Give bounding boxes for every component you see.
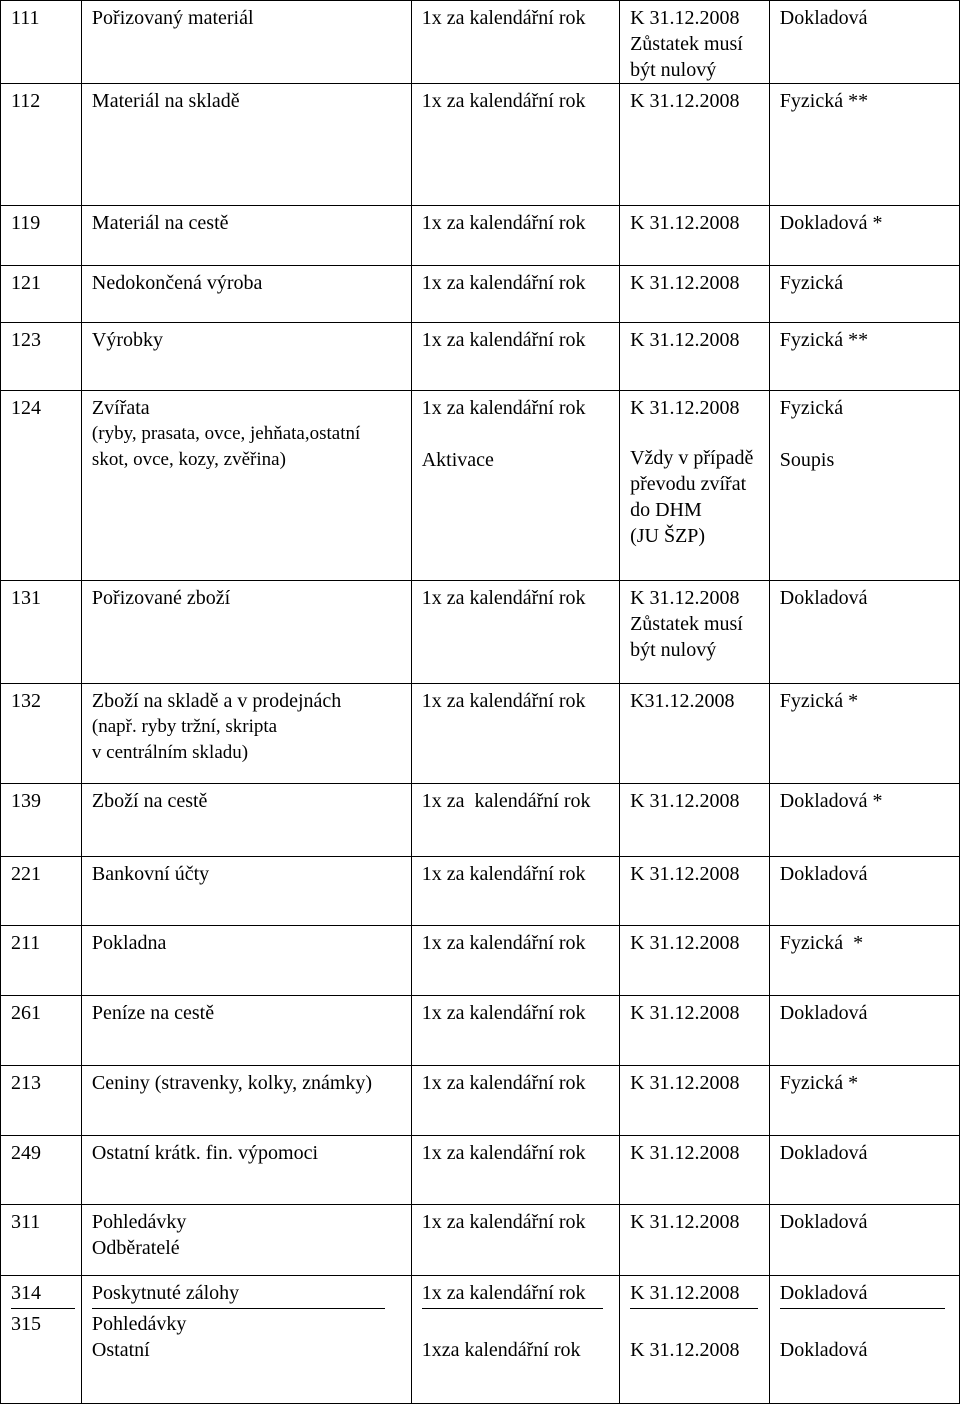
inventory-type: Fyzická **	[769, 323, 959, 391]
table-row	[1, 1136, 960, 1205]
account-name: Peníze na cestě	[81, 996, 411, 1066]
inventory-date: K 31.12.2008	[620, 1205, 770, 1276]
inventory-type: Dokladová	[769, 857, 959, 926]
table-row	[1, 1066, 960, 1136]
table-row	[1, 857, 960, 926]
frequency	[411, 391, 619, 581]
name-detail: skot, ovce, kozy, zvěřina)	[91, 449, 286, 470]
date-note: Zůstatek musí	[630, 33, 743, 55]
type-bottom: Dokladová	[779, 1339, 868, 1361]
table-row	[1, 391, 960, 581]
account-name	[81, 684, 411, 784]
inventory-date: K 31.12.2008	[620, 1066, 770, 1136]
inventory-type: Dokladová	[769, 1136, 959, 1205]
divider	[11, 1308, 75, 1309]
table-row	[1, 581, 960, 684]
table-row	[1, 926, 960, 996]
table-row	[1, 84, 960, 206]
frequency: 1x za kalendářní rok	[411, 996, 619, 1066]
name-main: Zvířata	[91, 397, 150, 419]
inventory-type: Dokladová	[769, 1205, 959, 1276]
inventory-date	[620, 581, 770, 684]
account-code: 211	[1, 926, 82, 996]
frequency: 1x za kalendářní rok	[411, 1136, 619, 1205]
account-name	[81, 1276, 411, 1404]
frequency: 1x za kalendářní rok	[411, 266, 619, 323]
account-code: 112	[1, 84, 82, 206]
date-value: K 31.12.2008	[630, 587, 740, 609]
table-row	[1, 206, 960, 266]
frequency: 1x za kalendářní rok	[411, 1066, 619, 1136]
divider	[422, 1308, 604, 1309]
table-row	[1, 1205, 960, 1276]
type-value: Fyzická	[779, 397, 844, 419]
inventory-date	[620, 391, 770, 581]
date-note: (JU ŠZP)	[630, 525, 706, 547]
account-name: Pořizovaný materiál	[81, 1, 411, 84]
inventory-date: K 31.12.2008	[620, 84, 770, 206]
inventory-type: Dokladová	[769, 581, 959, 684]
inventory-type: Dokladová	[769, 1, 959, 84]
table-row	[1, 323, 960, 391]
frequency-value: 1x za kalendářní rok	[421, 397, 586, 419]
account-code: 261	[1, 996, 82, 1066]
name-detail: (ryby, prasata, ovce, jehňata,ostatní	[91, 423, 361, 444]
table-row-split	[1, 1276, 960, 1404]
frequency: 1x za kalendářní rok	[411, 1, 619, 84]
frequency-extra: Aktivace	[421, 449, 494, 471]
date-note: převodu zvířat	[630, 473, 747, 495]
inventory-date: K 31.12.2008	[620, 323, 770, 391]
account-code: 121	[1, 266, 82, 323]
name-main: Zboží na skladě a v prodejnách	[91, 690, 342, 712]
date-note: být nulový	[630, 59, 717, 81]
divider	[630, 1308, 758, 1309]
table-row	[1, 996, 960, 1066]
account-name: Ostatní krátk. fin. výpomoci	[81, 1136, 411, 1205]
inventory-date: K 31.12.2008	[620, 1136, 770, 1205]
table-row	[1, 684, 960, 784]
frequency: 1x za kalendářní rok	[411, 784, 619, 857]
inventory-date: K 31.12.2008	[620, 206, 770, 266]
date-value: K 31.12.2008	[630, 7, 740, 29]
freq-top: 1x za kalendářní rok	[421, 1282, 586, 1304]
date-bottom: K 31.12.2008	[630, 1339, 740, 1361]
account-name: Zboží na cestě	[81, 784, 411, 857]
account-name: Materiál na skladě	[81, 84, 411, 206]
account-name	[81, 1205, 411, 1276]
account-name: Ceniny (stravenky, kolky, známky)	[81, 1066, 411, 1136]
account-code: 249	[1, 1136, 82, 1205]
date-note: Zůstatek musí	[630, 613, 743, 635]
account-code: 213	[1, 1066, 82, 1136]
account-code: 311	[1, 1205, 82, 1276]
inventory-date: K 31.12.2008	[620, 784, 770, 857]
account-code: 139	[1, 784, 82, 857]
account-code: 123	[1, 323, 82, 391]
inventory-type: Fyzická	[769, 266, 959, 323]
account-code: 124	[1, 391, 82, 581]
inventory-type	[769, 1276, 959, 1404]
name-detail: (např. ryby tržní, skripta	[91, 716, 278, 737]
inventory-type	[769, 391, 959, 581]
account-code: 131	[1, 581, 82, 684]
account-code: 132	[1, 684, 82, 784]
name-bottom: Pohledávky	[91, 1313, 187, 1335]
code-bottom: 315	[11, 1313, 41, 1335]
frequency: 1x za kalendářní rok	[411, 857, 619, 926]
account-name: Materiál na cestě	[81, 206, 411, 266]
type-top: Dokladová	[779, 1282, 868, 1304]
divider	[92, 1308, 385, 1309]
inventory-date: K 31.12.2008	[620, 926, 770, 996]
account-name	[81, 391, 411, 581]
inventory-type: Fyzická *	[769, 926, 959, 996]
inventory-type: Fyzická *	[769, 1066, 959, 1136]
account-code: 111	[1, 1, 82, 84]
table-row	[1, 784, 960, 857]
frequency: 1x za kalendářní rok	[411, 1205, 619, 1276]
frequency: 1x za kalendářní rok	[411, 684, 619, 784]
inventory-date: K 31.12.2008	[620, 996, 770, 1066]
inventory-type: Dokladová *	[769, 784, 959, 857]
frequency: 1x za kalendářní rok	[411, 581, 619, 684]
frequency: 1x za kalendářní rok	[411, 323, 619, 391]
table-row	[1, 1, 960, 84]
date-value: K 31.12.2008	[630, 397, 740, 419]
inventory-type: Dokladová	[769, 996, 959, 1066]
inventory-type: Fyzická *	[769, 684, 959, 784]
inventory-type: Fyzická **	[769, 84, 959, 206]
code-top: 314	[11, 1282, 41, 1304]
inventory-date: K 31.12.2008	[620, 857, 770, 926]
name-bottom-detail: Ostatní	[91, 1339, 150, 1361]
account-code	[1, 1276, 82, 1404]
date-top: K 31.12.2008	[630, 1282, 740, 1304]
account-name: Pořizované zboží	[81, 581, 411, 684]
account-name: Pokladna	[81, 926, 411, 996]
date-note: být nulový	[630, 639, 717, 661]
name-detail: Odběratelé	[91, 1237, 180, 1259]
divider	[780, 1308, 945, 1309]
name-detail: v centrálním skladu)	[91, 742, 249, 763]
name-main: Pohledávky	[91, 1211, 187, 1233]
account-name: Bankovní účty	[81, 857, 411, 926]
inventory-date: K 31.12.2008	[620, 266, 770, 323]
date-note: Vždy v případě	[630, 447, 754, 469]
account-code: 119	[1, 206, 82, 266]
inventory-date: K31.12.2008	[620, 684, 770, 784]
name-top: Poskytnuté zálohy	[91, 1282, 240, 1304]
frequency	[411, 1276, 619, 1404]
inventory-date	[620, 1, 770, 84]
freq-bottom: 1xza kalendářní rok	[421, 1339, 581, 1361]
inventory-date	[620, 1276, 770, 1404]
account-code: 221	[1, 857, 82, 926]
date-note: do DHM	[630, 499, 702, 521]
frequency: 1x za kalendářní rok	[411, 206, 619, 266]
table-row	[1, 266, 960, 323]
type-extra: Soupis	[779, 449, 835, 471]
frequency: 1x za kalendářní rok	[411, 84, 619, 206]
frequency: 1x za kalendářní rok	[411, 926, 619, 996]
account-name: Výrobky	[81, 323, 411, 391]
account-name: Nedokončená výroba	[81, 266, 411, 323]
inventory-type: Dokladová *	[769, 206, 959, 266]
